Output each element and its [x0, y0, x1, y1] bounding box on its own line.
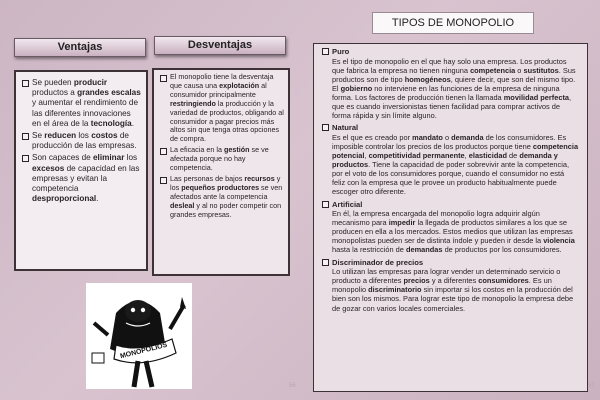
tipo-section: [314, 258, 587, 313]
text-run: de los consumidores. Es imposible controlar los precios de los productos porque tiene: [332, 132, 567, 151]
text-run: Es el tipo de monopolio en el que hay solo una empresa. Los productos que fabrica la empresa no tienen ninguna: [332, 56, 567, 75]
bold-term: competencia: [470, 65, 516, 75]
checkbox-bullet-icon: [160, 148, 167, 155]
tipo-name: Natural: [332, 123, 359, 133]
checkbox-bullet-icon: [322, 48, 329, 55]
bold-term: grandes escalas: [77, 88, 141, 98]
tipo-name: Artificial: [332, 199, 363, 209]
page-number-right: 57: [588, 383, 595, 389]
tipo-section: [314, 47, 587, 120]
text-run: Lo utilizan las empresas para lograr vender un determinado servicio o producto a diferentes: [332, 267, 561, 286]
checkbox-bullet-icon: [160, 177, 167, 184]
bold-term: costos: [91, 131, 118, 141]
bold-term: demanda: [451, 132, 484, 142]
bold-term: eliminar: [93, 153, 125, 163]
bold-term: movilidad perfecta: [503, 92, 570, 102]
tipo-heading: [318, 200, 583, 210]
text-run: Es el que es creado por: [332, 132, 413, 142]
text-run: Se pueden: [32, 78, 74, 87]
text-run: ,: [364, 151, 369, 161]
text-run: ,: [464, 151, 469, 161]
desventaja-item: [158, 73, 285, 144]
tipo-section: [314, 123, 587, 196]
ventaja-item-text: [32, 153, 139, 203]
text-run: se ven afectados ante la competencia: [170, 182, 283, 201]
checkbox-bullet-icon: [22, 155, 29, 162]
bold-term: competencia potencial: [332, 141, 579, 161]
bold-term: excesos: [32, 163, 65, 173]
bold-term: consumidores: [478, 276, 529, 286]
text-run: En él, la empresa encargada del monopolio logra adquirir algún mecanismo para: [332, 209, 540, 228]
bold-term: precios: [403, 276, 430, 286]
desventaja-item-text: [170, 72, 284, 143]
bold-term: restringiendo: [170, 98, 216, 108]
tipo-heading: [318, 258, 583, 268]
tipo-description: [318, 57, 583, 121]
text-run: los: [76, 131, 92, 141]
tipo-description: [318, 267, 583, 312]
text-run: y al no poder competir con grandes empresas.: [170, 200, 282, 219]
bold-term: reducen: [44, 131, 77, 141]
text-run: la producción y la variedad de productos, obligando al consumidor a pagar precios más altos sin que tenga otras opciones de compra.: [170, 98, 284, 144]
desventajas-box: [152, 68, 290, 276]
bold-term: sustitutos: [523, 65, 559, 75]
bold-term: impedir: [388, 218, 416, 228]
ventaja-item: [20, 131, 142, 151]
page-title: TIPOS DE MONOPOLIO: [372, 12, 534, 34]
bold-term: violencia: [543, 236, 575, 246]
ventaja-item-text: [32, 78, 141, 128]
text-run: de productos por los consumidores.: [442, 245, 562, 255]
text-run: de producción de las empresas.: [32, 131, 137, 151]
bold-term: gestión: [223, 145, 250, 155]
bold-term: discriminatorio: [368, 285, 422, 295]
bold-term: recursos: [244, 173, 275, 183]
text-run: no interviene en las funciones de la empresa de ninguna forma. Los factores de producción tienen la llamada: [332, 83, 560, 102]
tipo-description: [318, 209, 583, 254]
text-run: La eficacia en la: [170, 145, 224, 155]
tipo-name: Puro: [332, 47, 350, 56]
text-run: , quiere decir, que son del mismo tipo. El: [332, 74, 576, 93]
text-run: . Es un monopolio: [332, 276, 552, 295]
page-number-left: 56: [289, 383, 296, 389]
tipo-heading: [318, 123, 583, 133]
tipos-box: [313, 43, 588, 392]
bold-term: desproporcional: [32, 194, 97, 204]
bold-term: elasticidad: [468, 151, 507, 161]
checkbox-bullet-icon: [22, 80, 29, 87]
checkbox-bullet-icon: [322, 259, 329, 266]
text-run: los: [124, 153, 138, 163]
bold-term: homogéneos: [404, 74, 451, 84]
tipo-heading: [318, 47, 583, 57]
monopoly-cartoon-image: [86, 283, 192, 389]
text-run: Las personas de bajos: [170, 173, 245, 183]
text-run: sin importar si los costos en la producción del bien son los mismos. Para lograr este tipo de monopolio la empresa debe de gozar con varios locales comerciales.: [332, 285, 574, 313]
text-run: El monopolio tiene la desventaja que causa una: [170, 72, 274, 90]
text-run: se ve afectada porque no hay competencia.: [170, 145, 269, 173]
ventaja-item: [20, 153, 142, 204]
bold-term: producir: [73, 78, 108, 87]
desventajas-heading: Desventajas: [154, 36, 286, 55]
bold-term: tecnología: [90, 118, 132, 128]
bold-term: mandato: [412, 132, 443, 142]
checkbox-bullet-icon: [322, 124, 329, 131]
text-run: y aumentar el rendimiento de las diferentes innovaciones en el área de la: [32, 98, 139, 128]
text-run: de: [506, 151, 520, 161]
bold-term: demandas: [405, 245, 443, 255]
ventajas-heading: Ventajas: [14, 38, 146, 57]
text-run: .: [131, 118, 134, 128]
bold-term: competitividad permanente: [368, 151, 465, 161]
checkbox-bullet-icon: [160, 75, 167, 82]
desventaja-item: [158, 175, 285, 220]
bold-term: pequeños productores: [181, 182, 260, 192]
tipo-description: [318, 133, 583, 197]
desventaja-item: [158, 146, 285, 173]
desventaja-item-text: [170, 174, 282, 219]
text-run: hasta la restricción de: [332, 245, 406, 255]
bold-term: explotación: [219, 80, 260, 90]
text-run: o: [442, 132, 452, 142]
text-run: . Tiene la capacidad de poder sobrevivir ante la competencia, por el voto de los consumidores porque, cuando el consumidor no está feliz con la empresa que le provee un producto habitualmente puede escoger otro diferente.: [332, 160, 570, 197]
text-run: de capacidad en las empresas y evitan la competencia: [32, 163, 140, 194]
text-run: .: [96, 194, 99, 204]
text-run: Son capaces de: [32, 153, 93, 163]
tipo-name: Discriminador de precios: [332, 257, 424, 267]
text-run: al consumidor principalmente: [170, 80, 267, 99]
text-run: la llegada de productos similares a los que se producen en ella a los mercados. Estos medios que utilizan las empresas monopolistas pueden ser de distinta índole y pueden ir desde la: [332, 218, 573, 246]
text-run: y los: [170, 173, 281, 192]
text-run: . Sus productos son de tipo: [332, 65, 576, 84]
text-run: productos a: [32, 88, 78, 98]
bold-term: gobierno: [340, 83, 373, 93]
bold-term: demanda y productos: [332, 151, 558, 170]
text-run: o: [515, 65, 524, 75]
tipo-section: [314, 200, 587, 255]
bold-term: desleal: [170, 200, 195, 210]
text-run: y a diferentes: [429, 276, 479, 286]
ventaja-item: [20, 78, 142, 129]
desventaja-item-text: [170, 145, 269, 172]
checkbox-bullet-icon: [22, 133, 29, 140]
text-run: Se: [32, 131, 45, 141]
ventajas-box: [14, 70, 148, 271]
text-run: , que es cuando inversionistas tienen facilidad para comprar activos de forma rápida y sin límite alguno.: [332, 92, 572, 121]
cartoon-label: MONOPOLIOS: [119, 341, 169, 361]
checkbox-bullet-icon: [322, 201, 329, 208]
ventaja-item-text: [32, 131, 137, 150]
